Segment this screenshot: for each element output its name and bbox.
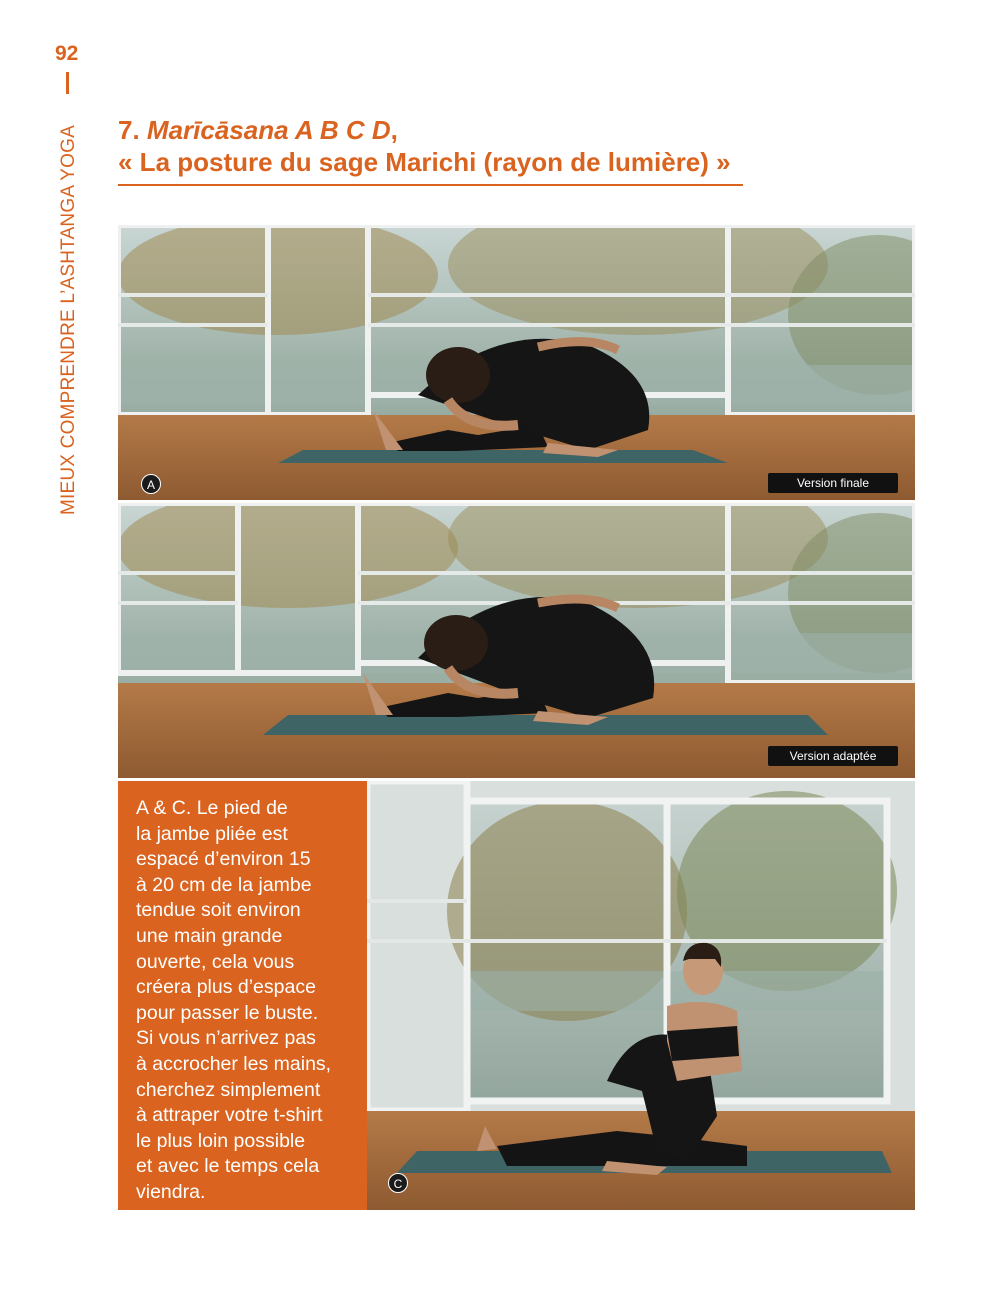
- title-line-1: [118, 114, 748, 146]
- caption-line: A & C. Le pied de: [136, 797, 288, 819]
- photo-c-letter-badge: C: [388, 1173, 408, 1193]
- caption-line: ouverte, cela vous: [136, 950, 295, 973]
- title-comma: ,: [390, 115, 398, 145]
- caption-line: viendra.: [136, 1180, 206, 1203]
- caption-line: une main grande: [136, 924, 283, 947]
- photo-a-letter-badge: A: [141, 474, 161, 494]
- caption-line: espacé d’environ 15: [136, 848, 311, 871]
- page-number-rule: [66, 72, 69, 94]
- photo-b-illustration: [118, 503, 915, 778]
- photo-a: [118, 225, 915, 500]
- version-adaptee-badge: Version adaptée: [768, 746, 898, 766]
- caption-line: cherchez simplement: [136, 1078, 321, 1101]
- caption-line: Si vous n’arrivez pas: [136, 1027, 316, 1050]
- caption-line: à attraper votre t-shirt: [136, 1104, 323, 1127]
- caption-text: [136, 796, 351, 1206]
- caption-box: [118, 781, 367, 1210]
- caption-line: le plus loin possible: [136, 1129, 306, 1152]
- title-sanskrit: Marīcāsana A B C D: [146, 115, 391, 145]
- section-title: [118, 114, 748, 178]
- caption-line: la jambe pliée est: [136, 822, 288, 845]
- caption-line: et avec le temps cela: [136, 1155, 320, 1178]
- title-rule: [118, 184, 743, 186]
- photo-c-illustration: [367, 781, 915, 1210]
- photo-b: [118, 503, 915, 778]
- caption-line: à accrocher les mains,: [136, 1052, 332, 1075]
- title-line-2: « La posture du sage Marichi (rayon de lumière) »: [118, 147, 731, 177]
- caption-line: à 20 cm de la jambe: [136, 873, 312, 896]
- photo-c: [367, 781, 915, 1210]
- caption-line: tendue soit environ: [136, 899, 301, 922]
- caption-line: créera plus d’espace: [136, 976, 316, 999]
- version-finale-badge: Version finale: [768, 473, 898, 493]
- running-head: MIEUX COMPRENDRE L’ASHTANGA YOGA: [58, 125, 79, 515]
- title-number: 7.: [118, 115, 147, 145]
- caption-line: pour passer le buste.: [136, 1001, 319, 1024]
- photo-a-illustration: [118, 225, 915, 500]
- page-number: 92: [55, 42, 79, 65]
